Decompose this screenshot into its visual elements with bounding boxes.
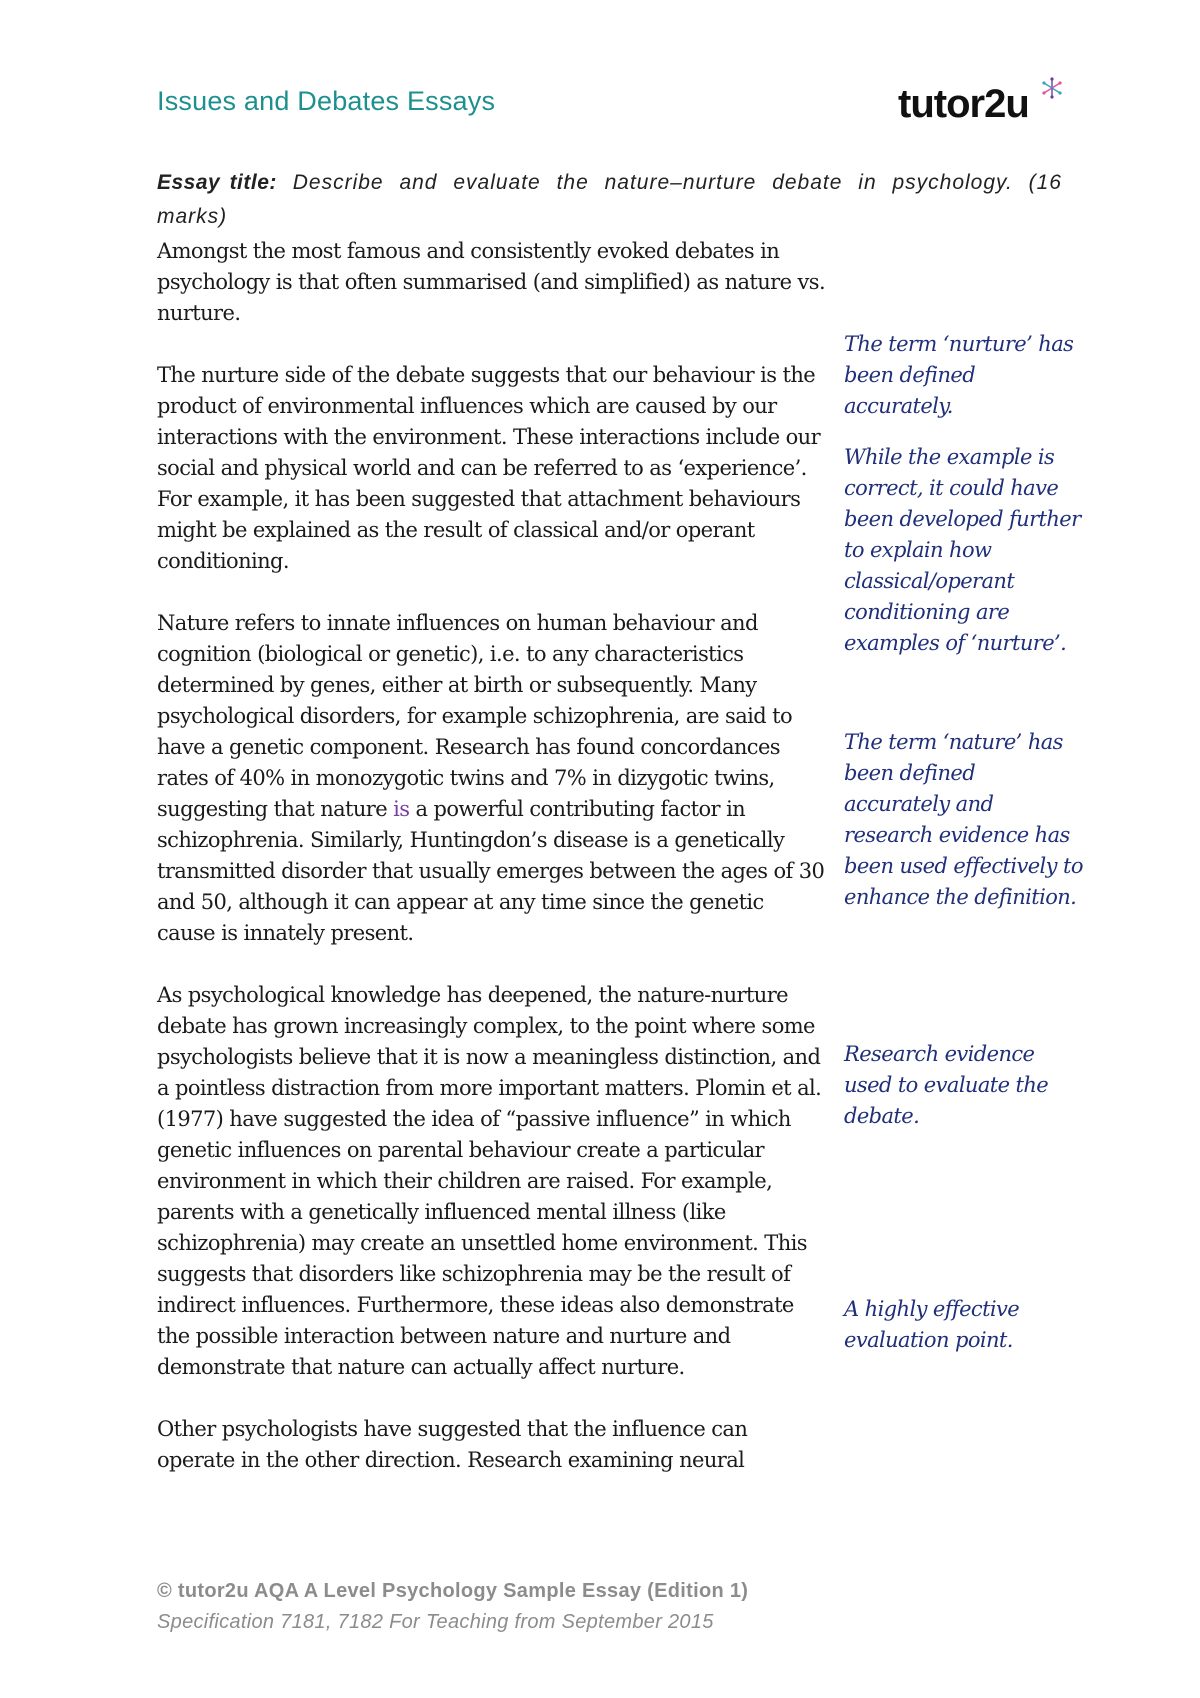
essay-title-label: Essay title:: [157, 171, 277, 194]
essay-body: [157, 236, 827, 1507]
paragraph-nature: [157, 608, 827, 949]
footer-specification: Specification 7181, 7182 For Teaching from September 2015: [157, 1611, 714, 1633]
paragraph-complexity: As psychological knowledge has deepened, the nature-nurture debate has grown increasingly complex, to the point where some psychologists believe that it is now a meaningless distinction, and a pointless distraction from more important matters. Plomin et al. (1977) have suggested the idea of “passive influence” in which genetic influences on parental behaviour create a particular environment in which their children are raised. For example, parents with a genetically influenced mental illness (like schizophrenia) may create an unsettled home environment. This suggests that disorders like schizophrenia may be the result of indirect influences. Furthermore, these ideas also demonstrate the possible interaction between nature and nurture and demonstrate that nature can actually affect nurture.: [157, 983, 822, 1379]
paragraph-nurture: The nurture side of the debate suggests that our behaviour is the product of environmental influences which are caused by our interactions with the environment. These interactions include our social and physical world and can be referred to as ‘experience’. For example, it has been suggested that attachment behaviours might be explained as the result of classical and/or operant conditioning.: [157, 363, 821, 573]
tutor2u-logo: [898, 82, 1073, 132]
paragraph-nature-part1: Nature refers to innate influences on human behaviour and cognition (biological or genetic), i.e. to any characteristics determined by genes, either at birth or subsequently. Many psychological disorders, for example schizophrenia, are said to have a genetic component. Research has found concordances rates of 40% in monozygotic twins and 7% in dizygotic twins, suggesting that nature: [157, 611, 793, 821]
highlighted-word: is: [393, 797, 410, 821]
document-header-title: Issues and Debates Essays: [157, 86, 496, 116]
logo-wordmark: tutor2u: [898, 82, 1029, 126]
paragraph-intro: Amongst the most famous and consistently evoked debates in psychology is that often summarised (and simplified) as nature vs. nurture.: [157, 239, 826, 325]
essay-title: [157, 166, 1062, 234]
footer-copyright: © tutor2u AQA A Level Psychology Sample Essay (Edition 1): [157, 1580, 749, 1602]
margin-comment: Research evidence used to evaluate the debate.: [844, 1042, 1049, 1128]
margin-comment: The term ‘nature’ has been defined accurately and research evidence has been used effectively to enhance the definition.: [844, 730, 1083, 909]
paragraph-other-direction: Other psychologists have suggested that the influence can operate in the other direction. Research examining neural: [157, 1417, 748, 1472]
essay-title-text: Describe and evaluate the nature–nurture debate in psychology. (16 marks): [157, 171, 1062, 228]
flower-icon: [1040, 76, 1064, 100]
paragraph-nature-part2: a powerful contributing factor in schizophrenia. Similarly, Huntingdon’s disease is a genetically transmitted disorder that usually emerges between the ages of 30 and 50, although it can appear at any time since the genetic cause is innately present.: [157, 797, 825, 945]
margin-comment: The term ‘nurture’ has been defined accurately.: [844, 332, 1074, 418]
margin-comment: While the example is correct, it could have been developed further to explain how classical/operant conditioning are examples of ‘nurture’.: [844, 445, 1081, 655]
margin-comment: A highly effective evaluation point.: [844, 1297, 1020, 1352]
